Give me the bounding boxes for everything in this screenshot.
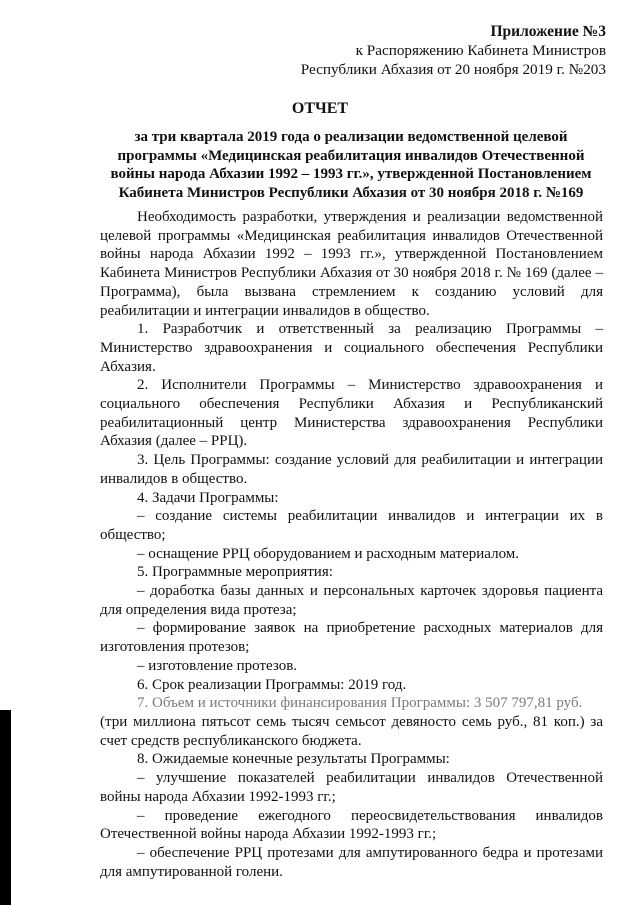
document-subtitle: за три квартала 2019 года о реализации ведомственной целевой программы «Медицинская реабилитация инвалидов Отечественной войны народа Абхазии 1992 – 1993 гг.», утвержденной Постановлением Кабинета Министров Республики Абхазия от 30 ноября 2018 г. №169	[110, 129, 592, 201]
annex-title: Приложение №3	[490, 23, 606, 40]
item-8-heading: 8. Ожидаемые конечные результаты Программы:	[137, 751, 450, 768]
item-4-task-1: – создание системы реабилитации инвалидов и интеграции их в общество;	[100, 508, 603, 543]
item-3: 3. Цель Программы: создание условий для реабилитации и интеграции инвалидов в общество.	[100, 452, 603, 487]
item-8-result-3: – обеспечение РРЦ протезами для ампутированного бедра и протезами для ампутированной голени.	[100, 844, 603, 880]
item-5-activity-1: – доработка базы данных и персональных карточек здоровья пациента для определения вида протеза;	[100, 583, 603, 618]
document-title: ОТЧЕТ	[291, 100, 349, 117]
item-4-heading: 4. Задачи Программы:	[137, 489, 279, 506]
item-4-task-2: – оснащение РРЦ оборудованием и расходным материалом.	[137, 545, 520, 562]
annex-header	[301, 22, 606, 79]
item-6: 6. Срок реализации Программы: 2019 год.	[137, 676, 407, 693]
item-5-activity-2: – формирование заявок на приобретение расходных материалов для изготовления протезов;	[100, 620, 603, 656]
item-5-heading: 5. Программные мероприятия:	[137, 564, 333, 581]
annex-line-2: Республики Абхазия от 20 ноября 2019 г. №203	[300, 61, 606, 78]
annex-line-1: к Распоряжению Кабинета Министров	[355, 42, 606, 59]
item-8-result-2: – проведение ежегодного переосвидетельствования инвалидов Отечественной войны народа Абхазии 1992-1993 гг.;	[100, 807, 603, 843]
item-8-result-1: – улучшение показателей реабилитации инвалидов Отечественной войны народа Абхазии 1992-1993 гг.;	[100, 770, 603, 805]
intro-paragraph: Необходимость разработки, утверждения и реализации ведомственной целевой программы «Медицинская реабилитация инвалидов Отечественной войны народа Абхазии 1992 – 1993 гг.», утвержденной Постановлением Кабинета Министров Республики Абхазия от 30 ноября 2018 г. № 169 (далее – Программа), была вызвана стремлением к созданию условий для реабилитации и интеграции инвалидов в общество.	[100, 209, 603, 319]
item-7-funding-continued: (три миллиона пятьсот семь тысяч семьсот девяносто семь руб., 81 коп.) за счет средств республиканского бюджета.	[100, 713, 603, 749]
scan-edge-bar	[0, 710, 11, 905]
item-2: 2. Исполнители Программы – Министерство здравоохранения и социального обеспечения Республики Абхазия и Республиканский реабилитационный центр Министерства здравоохранения Республики Абхазия (далее – РРЦ).	[100, 377, 603, 450]
document-body	[100, 208, 603, 881]
item-5-activity-3: – изготовление протезов.	[137, 657, 298, 674]
item-1: 1. Разработчик и ответственный за реализацию Программы – Министерство здравоохранения и социального обеспечения Республики Абхазия.	[100, 321, 603, 375]
item-7-funding: 7. Объем и источники финансирования Программы: 3 507 797,81 руб.	[137, 695, 583, 712]
